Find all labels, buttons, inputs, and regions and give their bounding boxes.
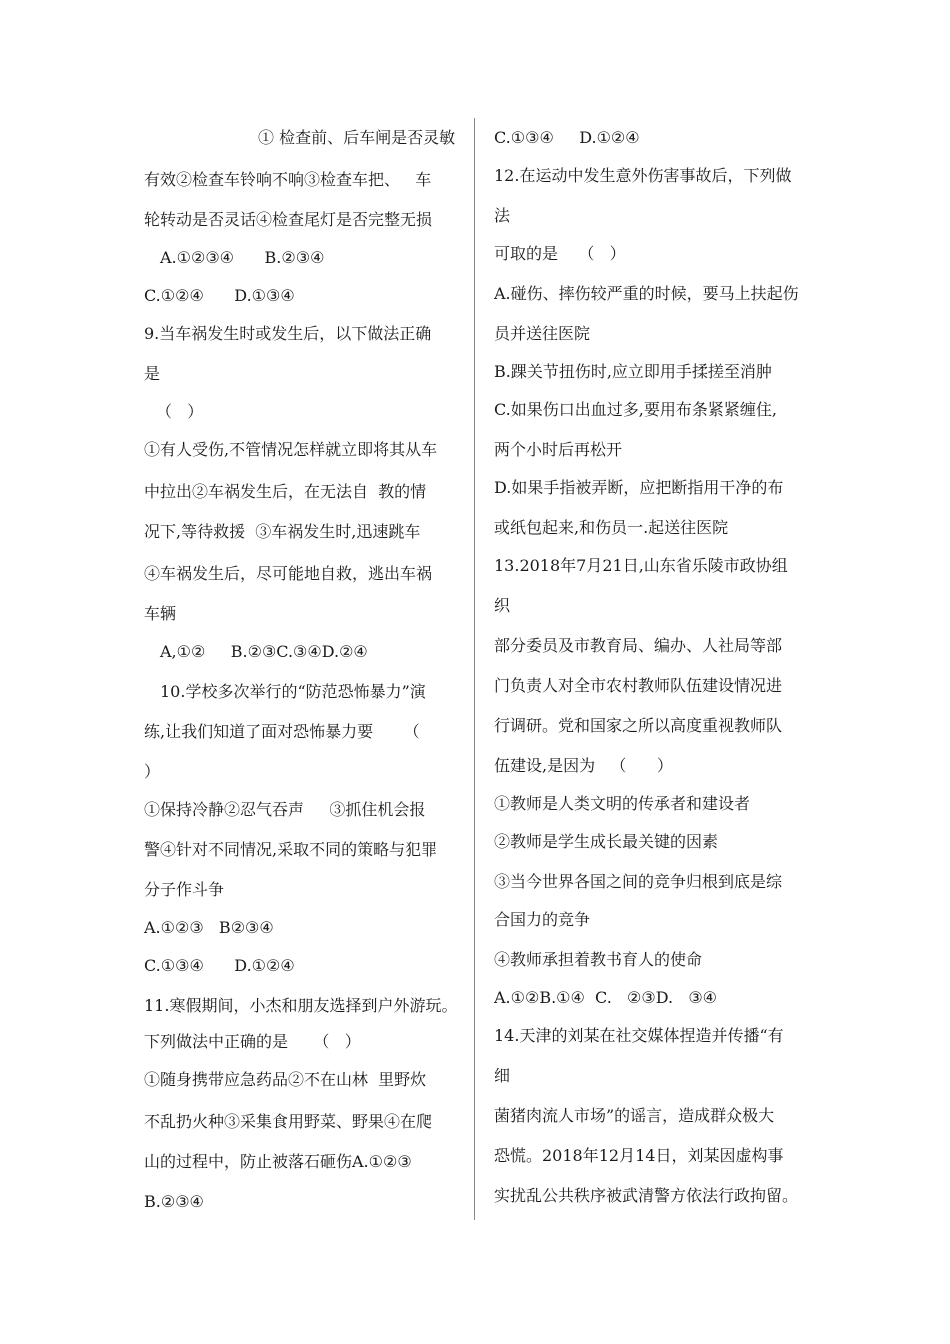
text-line: ②教师是学生成长最关键的因素 <box>494 832 719 851</box>
question-10: 10.学校多次举行的“防范恐怖暴力”演 <box>160 682 426 701</box>
text-line: 练,让我们知道了面对恐怖暴力要 （ <box>144 722 420 741</box>
answer-options: C.①②④ D.①③④ <box>144 286 295 305</box>
text-line: 伍建设,是因为 （ ） <box>494 756 673 775</box>
text-line: ） <box>144 762 161 781</box>
text-line: 轮转动是否灵话④检查尾灯是否完整无损 <box>144 210 433 229</box>
text-line: 恐慌。2018年12月14日，刘某因虚构事 <box>494 1146 784 1165</box>
text-line: 车辆 <box>144 604 177 623</box>
text-line: 是 <box>144 364 161 383</box>
text-line: ①有人受伤,不管情况怎样就立即将其从车 <box>144 440 438 459</box>
answer-options: C.①③④ D.①②④ <box>144 956 295 975</box>
text-line: 实扰乱公共秩序被武清警方依法行政拘留。 <box>494 1186 799 1205</box>
text-line: 况下,等待救援 ③车祸发生时,迅速跳车 <box>144 522 421 541</box>
text-line: ①随身携带应急药品②不在山林 里野炊 <box>144 1070 427 1089</box>
text-line: 合国力的竞争 <box>494 910 591 929</box>
text-line: ③当今世界各国之间的竞争归根到底是综 <box>494 872 783 891</box>
text-line: 有效②检查车铃响不响③检查车把、 车 <box>144 170 432 189</box>
text-line: 山的过程中，防止被落石砸伤A.①②③ <box>144 1152 412 1171</box>
option-a: A.碰伤、摔伤较严重的时候，要马上扶起伤 <box>494 284 799 303</box>
answer-options: A,①② B.②③C.③④D.②④ <box>160 642 368 661</box>
text-line: 员并送往医院 <box>494 324 591 343</box>
question-9: 9.当车祸发生时或发生后，以下做法正确 <box>144 324 432 343</box>
column-divider <box>474 118 475 1220</box>
text-line: 或纸包起来,和伤员一.起送往医院 <box>494 518 729 537</box>
option-d: D.如果手指被弄断，应把断指用干净的布 <box>494 478 784 497</box>
question-14: 14.天津的刘某在社交媒体捏造并传播“有 <box>494 1026 784 1045</box>
question-11: 11.寒假期间，小杰和朋友选择到户外游玩。 <box>144 996 458 1015</box>
answer-options: B.②③④ <box>144 1192 204 1211</box>
text-line: 两个小时后再松开 <box>494 440 623 459</box>
text-line: 菌猪肉流人市场”的谣言，造成群众极大 <box>494 1106 775 1125</box>
option-c: C.如果伤口出血过多,要用布条紧紧缠住, <box>494 400 777 419</box>
text-line: 可取的是 （ ） <box>494 244 626 263</box>
text-line: 法 <box>494 206 511 225</box>
answer-options: A.①②B.①④ C. ②③D. ③④ <box>494 988 718 1007</box>
text-line: 门负责人对全市农村教师队伍建设情况进 <box>494 676 783 695</box>
text-line: 细 <box>494 1066 511 1085</box>
text-line: 部分委员及市教育局、编办、人社局等部 <box>494 636 783 655</box>
text-line: 织 <box>494 596 511 615</box>
question-13: 13.2018年7月21日,山东省乐陵市政协组 <box>494 556 788 575</box>
question-12: 12.在运动中发生意外伤害事故后，下列做 <box>494 166 792 185</box>
text-line: ①教师是人类文明的传承者和建设者 <box>494 794 751 813</box>
answer-options: A.①②③④ B.②③④ <box>160 248 325 267</box>
text-line: 分子作斗争 <box>144 880 225 899</box>
answer-options: C.①③④ D.①②④ <box>494 128 640 147</box>
option-b: B.踝关节扭伤时,应立即用手揉搓至消肿 <box>494 362 772 381</box>
text-line: ④车祸发生后，尽可能地自救，逃出车祸 <box>144 564 433 583</box>
text-line: 中拉出②车祸发生后，在无法自 教的情 <box>144 482 427 501</box>
text-line: 下列做法中正确的是 （ ） <box>144 1032 361 1051</box>
answer-options: A.①②③ B②③④ <box>144 918 274 937</box>
text-line: ① 检查前、后车闸是否灵敏 <box>258 128 456 147</box>
answer-blank: （ ） <box>156 402 204 421</box>
text-line: 行调研。党和国家之所以高度重视教师队 <box>494 716 783 735</box>
text-line: ④教师承担着教书育人的使命 <box>494 950 703 969</box>
text-line: 警④针对不同情况,采取不同的策略与犯罪 <box>144 840 438 859</box>
text-line: ①保持冷静②忍气吞声 ③抓住机会报 <box>144 800 426 819</box>
text-line: 不乱扔火种③采集食用野菜、野果④在爬 <box>144 1112 433 1131</box>
